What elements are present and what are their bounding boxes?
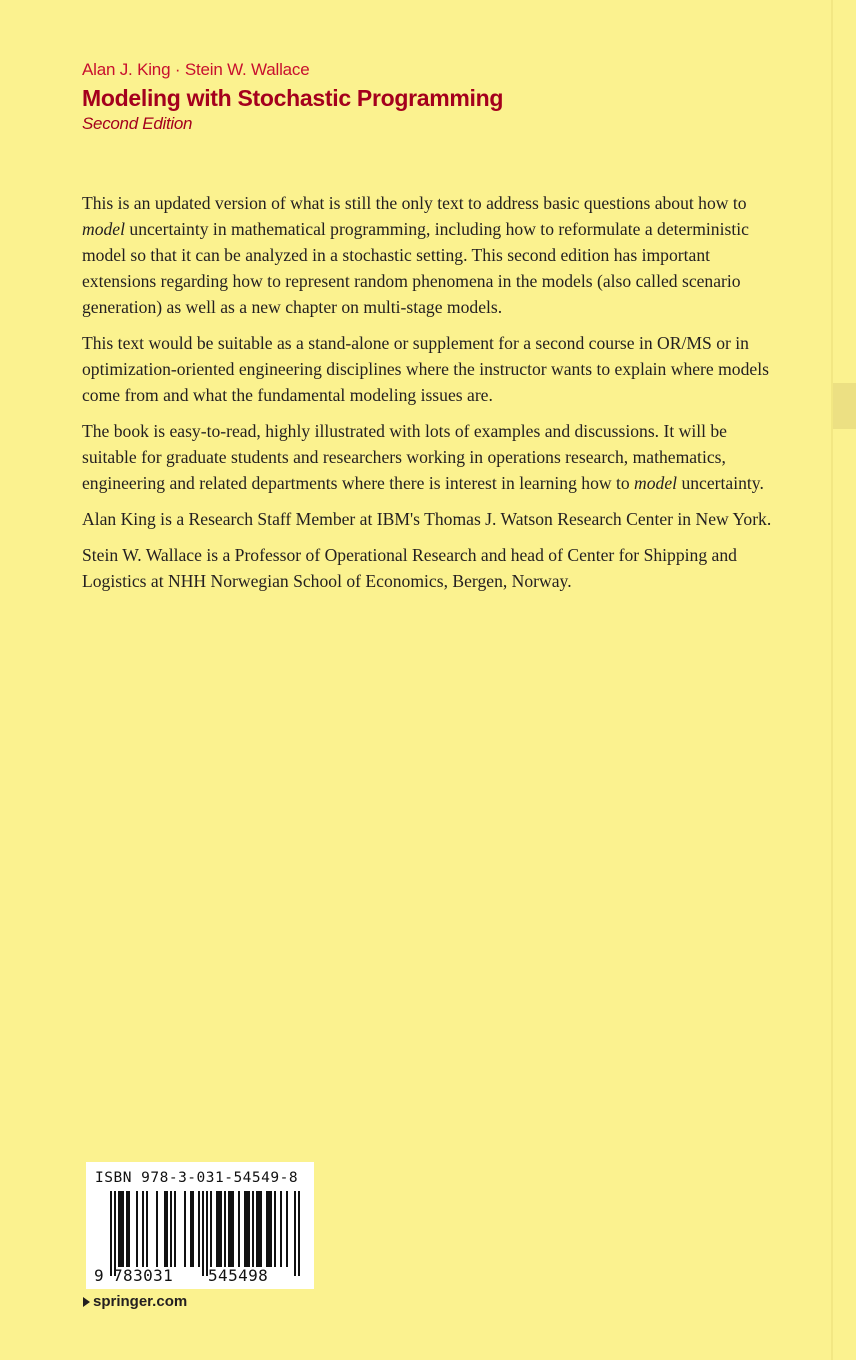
barcode-bar [146, 1191, 148, 1267]
isbn-label: ISBN 978-3-031-54549-8 [95, 1170, 299, 1186]
barcode-bar [230, 1191, 232, 1267]
blurb-p1-text-a: This is an updated version of what is still the only text to address basic questions about how to [82, 193, 747, 213]
barcode-bar [198, 1191, 200, 1267]
barcode-bar [218, 1191, 220, 1267]
barcode-bar [190, 1191, 192, 1267]
barcode-bar [238, 1191, 240, 1267]
barcode-bar [224, 1191, 226, 1267]
barcode-bar [164, 1191, 166, 1267]
barcode-bar [244, 1191, 246, 1267]
barcode-bar [252, 1191, 254, 1267]
barcode-digits-left: 783031 [113, 1266, 174, 1285]
blurb-paragraph-2: This text would be suitable as a stand-alone or supplement for a second course in OR/MS or in optimization-oriented engineering disciplines where the instructor wants to explain where models come from and what the fundamental modeling issues are. [82, 333, 769, 405]
barcode-bar [270, 1191, 272, 1267]
barcode-bar [210, 1191, 212, 1267]
barcode-bar [232, 1191, 234, 1267]
barcode-bar [258, 1191, 260, 1267]
barcode-bar [114, 1191, 116, 1276]
barcode-bar [142, 1191, 144, 1267]
barcode-bar [128, 1191, 130, 1267]
blurb-paragraph-3 [82, 418, 782, 496]
barcode-bar [298, 1191, 300, 1276]
publisher-link[interactable] [83, 1293, 187, 1310]
publisher-url: springer.com [93, 1293, 188, 1310]
barcode-bar [110, 1191, 112, 1276]
barcode-bar [256, 1191, 258, 1267]
spine-tab [833, 383, 856, 429]
barcode-bar [228, 1191, 230, 1267]
barcode-bar [126, 1191, 128, 1267]
barcode-digits-right: 545498 [208, 1266, 269, 1285]
blurb-p3-text-a: The book is easy-to-read, highly illustrated with lots of examples and discussions. It will be suitable for graduate students and researchers working in operations research, mathematics, engineering and related departments where there is interest in learning how to [82, 421, 727, 493]
blurb-p3-emphasis: model [634, 473, 678, 493]
barcode-bar [202, 1191, 204, 1276]
book-title: Modeling with Stochastic Programming [82, 85, 504, 111]
blurb-p3-text-b: uncertainty. [677, 473, 764, 493]
barcode-digit-first: 9 [94, 1266, 105, 1285]
blurb [82, 190, 782, 604]
blurb-paragraph-1 [82, 190, 782, 320]
barcode-bar [268, 1191, 270, 1267]
barcode-bar [260, 1191, 262, 1267]
barcode-bar [248, 1191, 250, 1267]
blurb-p1-emphasis: model [82, 219, 125, 239]
barcode-bar [220, 1191, 222, 1267]
barcode-bar [122, 1191, 124, 1267]
barcode-bar [120, 1191, 122, 1267]
barcode-bar [174, 1191, 176, 1267]
barcode-bar [246, 1191, 248, 1267]
barcode-bar [166, 1191, 168, 1267]
author-bio-king: Alan King is a Research Staff Member at IBM's Thomas J. Watson Research Center in New York. [82, 509, 772, 529]
barcode-bar [206, 1191, 208, 1276]
barcode-bar [216, 1191, 218, 1267]
barcode-bar [170, 1191, 172, 1267]
barcode-bar [184, 1191, 186, 1267]
barcode-bar [274, 1191, 276, 1267]
blurb-p1-text-b: uncertainty in mathematical programming, including how to reformulate a deterministic model so that it can be analyzed in a stochastic setting. This second edition has important extensions regarding how to represent random phenomena in the models (also called scenario generation) as well as a new chapter on multi-stage models. [82, 219, 749, 317]
barcode-bar [136, 1191, 138, 1267]
spine-edge [831, 0, 833, 1360]
arrow-right-icon [83, 1297, 90, 1307]
edition: Second Edition [82, 114, 193, 133]
barcode-bar [156, 1191, 158, 1267]
barcode-bar [118, 1191, 120, 1267]
barcode-bar [280, 1191, 282, 1267]
isbn-barcode [86, 1162, 314, 1289]
barcode-bar [192, 1191, 194, 1267]
barcode-bar [294, 1191, 296, 1276]
cover-header [82, 59, 503, 135]
barcode-bar [286, 1191, 288, 1267]
barcode-digits [86, 1266, 314, 1286]
author-bio-wallace: Stein W. Wallace is a Professor of Operational Research and head of Center for Shipping and Logistics at NHH Norwegian School of Economics, Bergen, Norway. [82, 545, 737, 591]
authors: Alan J. King · Stein W. Wallace [82, 60, 310, 79]
barcode-bar [266, 1191, 268, 1267]
